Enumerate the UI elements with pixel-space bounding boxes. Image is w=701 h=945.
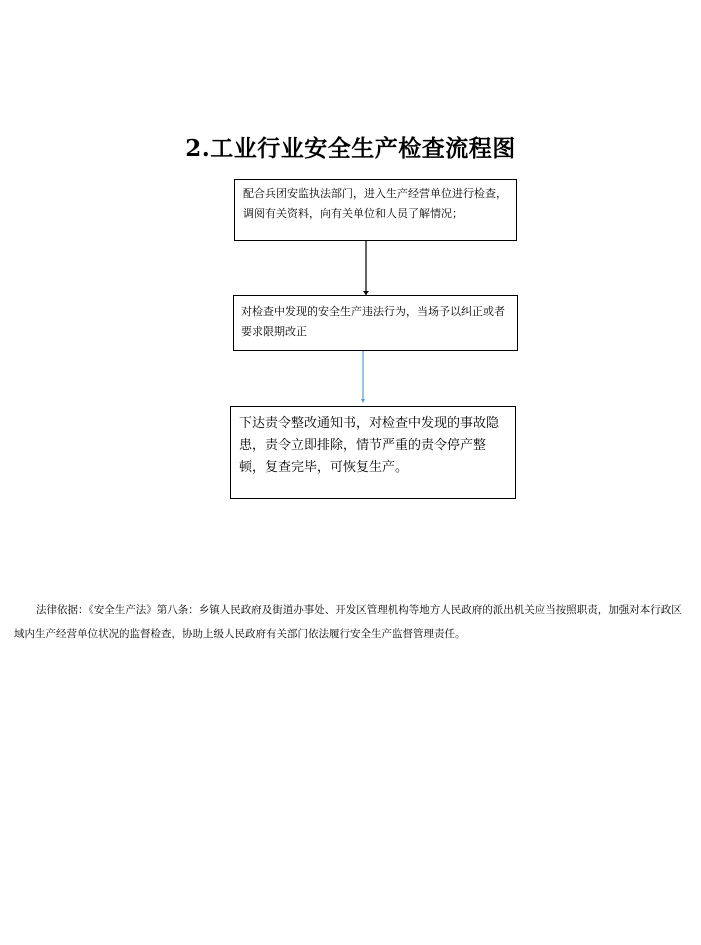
flow-step-3-text: 下达责令整改通知书，对检查中发现的事故隐患，责令立即排除，情节严重的责令停产整顿，复查完毕，可恢复生产。 xyxy=(239,416,500,475)
arrowhead-step3 xyxy=(361,399,365,403)
page-title: 2.工业行业安全生产检查流程图 xyxy=(185,135,516,162)
flow-step-2 xyxy=(233,295,518,351)
flow-step-2-text: 对检查中发现的安全生产违法行为，当场予以纠正或者要求限期改正 xyxy=(241,305,505,338)
flow-step-1 xyxy=(234,179,517,241)
flow-step-3 xyxy=(230,406,516,499)
legal-basis-paragraph: 法律依据：《安全生产法》第八条：乡镇人民政府及街道办事处、开发区管理机构等地方人民政府的派出机关应当按照职责，加强对本行政区域内生产经营单位状况的监督检查，协助上级人民政府有关部门依法履行安全生产监督管理责任。 xyxy=(14,604,682,640)
flow-step-1-text: 配合兵团安监执法部门，进入生产经营单位进行检查，调阅有关资料，向有关单位和人员了解情况； xyxy=(243,187,507,220)
